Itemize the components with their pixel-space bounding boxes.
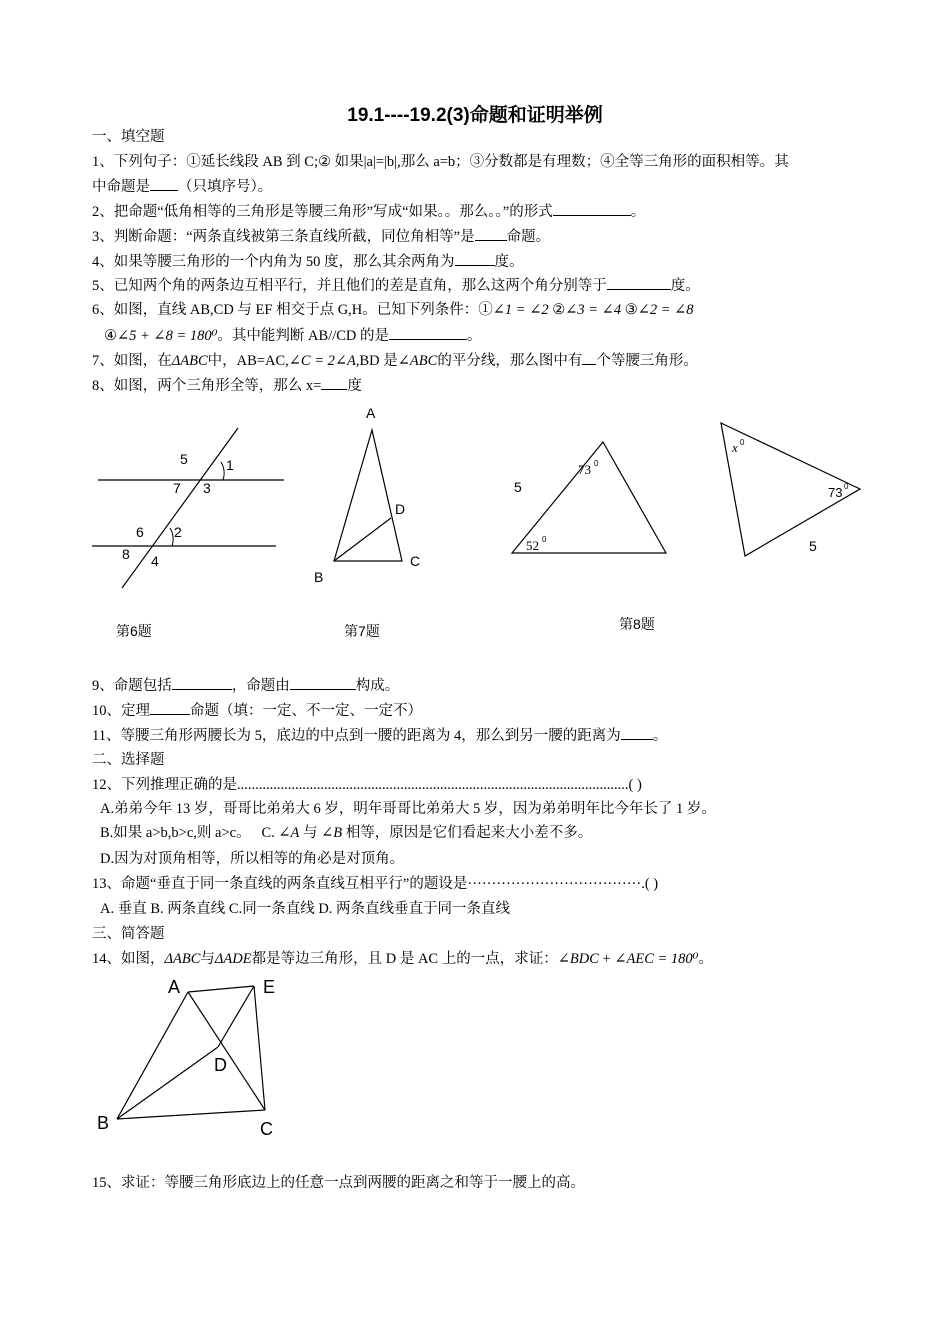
question-13: 13、命题“垂直于同一条直线的两条直线互相平行”的题设是····································.( ): [92, 876, 659, 892]
fig8-degree: 0: [740, 438, 745, 447]
fig6-label-7: 7: [173, 480, 181, 496]
figure-8-left: [500, 430, 680, 570]
question-6: 6、如图，直线 AB,CD 与 EF 相交于点 G,H。已知下列条件：①∠1 = ∠2 ②∠3 = ∠4 ③∠2 = ∠8: [92, 302, 694, 318]
question-6-cont: ④∠5 + ∠8 = 180⁰。其中能判断 AB//CD 的是 。: [104, 325, 482, 346]
figure-7-caption: 第7题: [344, 623, 380, 639]
side-ac: [188, 992, 265, 1110]
side-ae: [188, 986, 254, 992]
question-7: 7、如图，在ΔABC中，AB=AC,∠C = 2∠A,BD 是∠ABC的平分线，那么图中有 个等腰三角形。: [92, 350, 698, 371]
question-15: 15、求证：等腰三角形底边上的任意一点到两腰的距离之和等于一腰上的高。: [92, 1175, 585, 1191]
fig6-label-1: 1: [226, 457, 234, 473]
fig8-angle-52: 52: [526, 538, 539, 553]
side-ab: [117, 992, 188, 1119]
angle-2-arc: [170, 528, 173, 546]
figure-14: [90, 975, 310, 1145]
fig14-label-C: C: [260, 1119, 273, 1139]
option-12-BC: B.如果 a>b,b>c,则 a>c。 C. ∠A 与 ∠B 相等，原因是它们看起来大小差不多。: [100, 825, 593, 841]
option-12-A: A.弟弟今年 13 岁，哥哥比弟弟大 6 岁，明年哥哥比弟弟大 5 岁，因为弟弟明年比今年长了 1 岁。: [100, 801, 716, 817]
question-1-cont: 中命题是 （只填序号）。: [92, 176, 272, 197]
fig14-label-E: E: [263, 977, 276, 997]
fig14-label-D: D: [214, 1055, 227, 1075]
section-heading: 二、选择题: [92, 752, 165, 768]
question-14: 14、如图，ΔABC与ΔADE都是等边三角形，且 D 是 AC 上的一点，求证：∠BDC + ∠AEC = 180⁰。: [92, 951, 713, 967]
triangle-left: [512, 442, 666, 553]
fig7-label-A: A: [366, 405, 376, 421]
question-4: 4、如果等腰三角形的一个内角为 50 度，那么其余两角为 度。: [92, 251, 524, 272]
fig14-label-A: A: [168, 977, 181, 997]
fig8-degree: 0: [844, 482, 849, 491]
fig8-side-label: 5: [514, 479, 522, 495]
angle-1-arc: [221, 462, 224, 480]
answer-blank[interactable]: [582, 350, 596, 365]
options-13: A. 垂直 B. 两条直线 C.同一条直线 D. 两条直线垂直于同一条直线: [100, 901, 511, 917]
fig8-angle-73: 73: [578, 462, 591, 477]
section-heading: 一、填空题: [92, 129, 165, 145]
fig6-label-8: 8: [122, 546, 130, 562]
question-11: 11、等腰三角形两腰长为 5，底边的中点到一腰的距离为 4，那么到另一腰的距离为 。: [92, 725, 667, 746]
segment-bd: [117, 1047, 218, 1119]
fig7-label-B: B: [314, 569, 324, 585]
side-ed: [218, 986, 254, 1047]
fig6-label-4: 4: [151, 553, 159, 569]
side-bc: [117, 1110, 265, 1119]
answer-blank[interactable]: [607, 275, 671, 290]
answer-blank[interactable]: [150, 700, 190, 715]
fig6-label-3: 3: [203, 480, 211, 496]
question-1: 1、下列句子：①延长线段 AB 到 C;② 如果|a|=|b|,那么 a=b；③分数都是有理数；④全等三角形的面积相等。其: [92, 154, 789, 170]
answer-blank[interactable]: [150, 176, 178, 191]
answer-blank[interactable]: [553, 201, 631, 216]
question-8: 8、如图，两个三角形全等，那么 x= 度: [92, 375, 362, 396]
section-heading: 三、简答题: [92, 926, 165, 942]
fig14-label-B: B: [97, 1113, 110, 1133]
figure-8-right: [710, 415, 870, 565]
question-2: 2、把命题“低角相等的三角形是等腰三角形”写成“如果。。那么。。”的形式 。: [92, 201, 645, 222]
option-12-D: D.因为对顶角相等，所以相等的角必是对顶角。: [100, 851, 405, 867]
answer-blank[interactable]: [621, 725, 653, 740]
side-ec: [254, 986, 265, 1110]
fig7-label-D: D: [395, 501, 406, 517]
page-title: 19.1----19.2(3)命题和证明举例: [347, 105, 603, 126]
answer-blank[interactable]: [172, 675, 232, 690]
triangle-abc: [334, 430, 402, 561]
answer-blank[interactable]: [290, 675, 356, 690]
question-5: 5、已知两个角的两条边互相平行，并且他们的差是直角，那么这两个角分别等于 度。: [92, 275, 700, 296]
answer-blank[interactable]: [389, 325, 467, 340]
fig7-label-C: C: [410, 553, 421, 569]
figure-7: [310, 400, 430, 590]
answer-blank[interactable]: [455, 251, 495, 266]
answer-blank[interactable]: [321, 375, 347, 390]
fig8-side-label-b: 5: [809, 538, 817, 554]
question-12: 12、下列推理正确的是............................................................................................................( ): [92, 777, 642, 793]
fig8-degree: 0: [542, 535, 547, 544]
bisector-bd: [334, 518, 391, 561]
answer-blank[interactable]: [475, 226, 507, 241]
fig8-angle-73b: 73: [828, 485, 843, 500]
figure-8-caption: 第8题: [619, 616, 655, 632]
question-3: 3、判断命题：“两条直线被第三条直线所截，同位角相等”是 命题。: [92, 226, 550, 247]
fig6-label-6: 6: [136, 524, 144, 540]
figure-6-caption: 第6题: [116, 623, 152, 639]
fig6-label-5: 5: [180, 451, 188, 467]
figure-6: [88, 420, 288, 600]
question-9: 9、命题包括 ，命题由 构成。: [92, 675, 399, 696]
fig6-label-2: 2: [174, 524, 182, 540]
fig8-degree: 0: [594, 459, 599, 468]
question-10: 10、定理 命题（填：一定、不一定、一定不）: [92, 700, 422, 721]
fig8-angle-x: x: [732, 440, 738, 455]
